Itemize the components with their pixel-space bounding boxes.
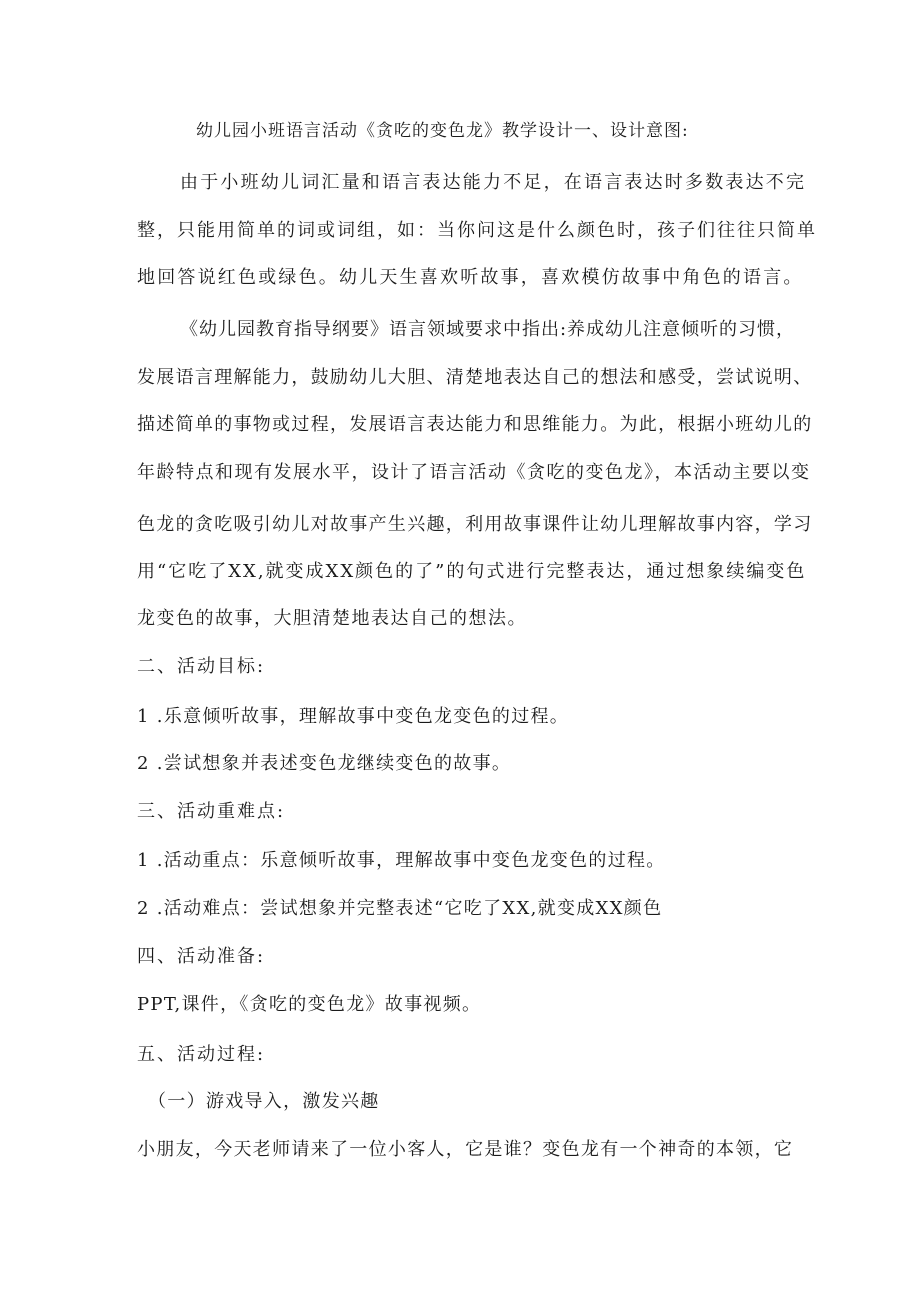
- list-item: 1 .活动重点：乐意倾听故事，理解故事中变色龙变色的过程。: [137, 850, 666, 871]
- paragraph-line: 用“它吃了XX,就变成XX颜色的了”的句式进行完整表达，通过想象续编变色: [137, 561, 807, 582]
- doc-title-line: 幼儿园小班语言活动《贪吃的变色龙》教学设计一、设计意图:: [196, 121, 689, 141]
- section-heading: 五、活动过程:: [137, 1044, 266, 1065]
- list-item: 2 .尝试想象并表述变色龙继续变色的故事。: [137, 753, 512, 774]
- section-heading: 四、活动准备:: [137, 946, 266, 967]
- subsection-heading: （一）游戏导入，激发兴趣: [148, 1091, 380, 1112]
- paragraph-line: 由于小班幼儿词汇量和语言表达能力不足，在语言表达时多数表达不完: [180, 172, 807, 193]
- paragraph-line: 年龄特点和现有发展水平，设计了语言活动《贪吃的变色龙》，本活动主要以变: [137, 462, 811, 483]
- list-item: 1 .乐意倾听故事，理解故事中变色龙变色的过程。: [137, 706, 570, 727]
- list-item: 2 .活动难点：尝试想象并完整表述“它吃了XX,就变成XX颜色: [137, 898, 663, 919]
- section-heading: 三、活动重难点:: [137, 801, 286, 822]
- paragraph-line: PPT,课件，《贪吃的变色龙》故事视频。: [137, 994, 482, 1015]
- paragraph-line: 《幼儿园教育指导纲要》语言领域要求中指出:养成幼儿注意倾听的习惯，: [180, 319, 796, 340]
- paragraph-line: 小朋友，今天老师请来了一位小客人，它是谁？变色龙有一个神奇的本领，它: [137, 1139, 794, 1160]
- paragraph-line: 色龙的贪吃吸引幼儿对故事产生兴趣，利用故事课件让幼儿理解故事内容，学习: [137, 514, 813, 535]
- paragraph-line: 地回答说红色或绿色。幼儿天生喜欢听故事，喜欢模仿故事中角色的语言。: [137, 267, 804, 288]
- paragraph-line: 整，只能用简单的词或词组，如：当你问这是什么颜色时，孩子们往往只简单: [137, 220, 817, 241]
- paragraph-line: 龙变色的故事，大胆清楚地表达自己的想法。: [137, 608, 527, 629]
- paragraph-line: 发展语言理解能力，鼓励幼儿大胆、清楚地表达自己的想法和感受，尝试说明、: [137, 367, 813, 388]
- paragraph-line: 描述简单的事物或过程，发展语言表达能力和思维能力。为此，根据小班幼儿的: [137, 414, 813, 435]
- section-heading: 二、活动目标:: [137, 656, 266, 677]
